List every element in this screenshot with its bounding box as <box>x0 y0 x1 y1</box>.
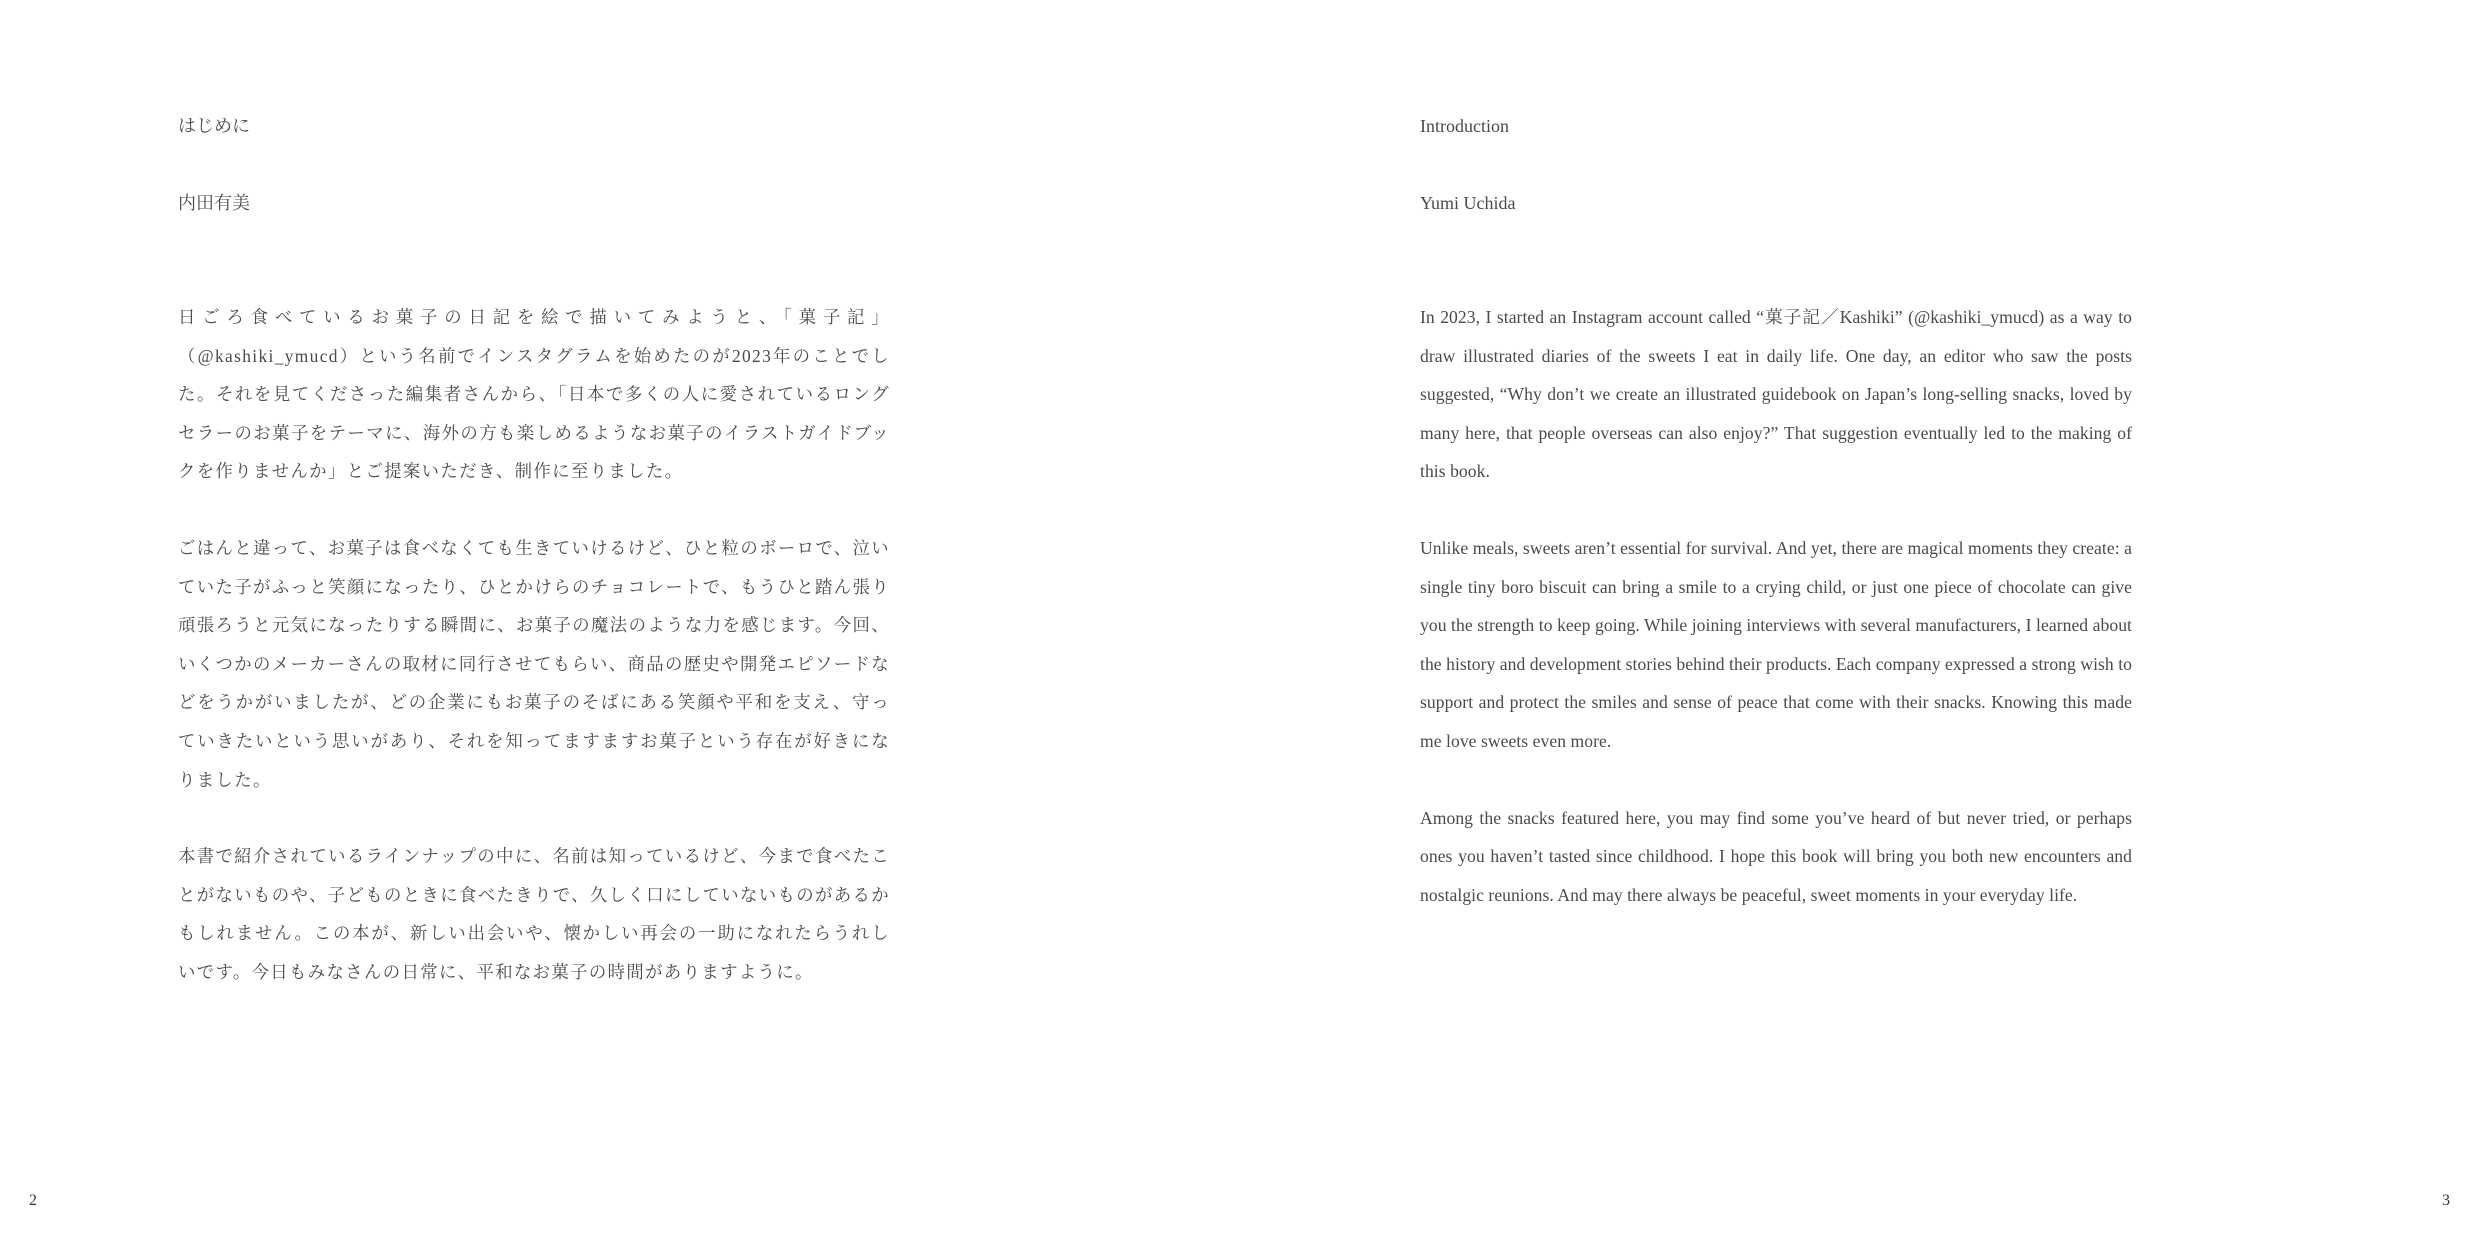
page-number: 2 <box>29 1192 37 1209</box>
paragraph-1: In 2023, I started an Instagram account called “菓子記／Kashiki” (@kashiki_ymucd) as a way to draw illustrated diaries of the sweets I eat in daily life. One day, an editor who saw the posts suggested, “Why don’t we create an illustrated guidebook on Japan’s long-selling snacks, loved by many here, that people overseas can also enjoy?” That suggestion eventually led to the making of this book. <box>1420 307 2132 482</box>
japanese-column <box>178 112 890 1030</box>
paragraph-2: Unlike meals, sweets aren’t essential for survival. And yet, there are magical moments they create: a single tiny boro biscuit can bring a smile to a crying child, or just one piece of chocolate can give you the strength to keep going. While joining interviews with several manufacturers, I learned about the history and development stories behind their products. Each company expressed a strong wish to support and protect the smiles and sense of peace that come with their snacks. Knowing this made me love sweets even more. <box>1420 537 2132 751</box>
paragraph-1: 日ごろ食べているお菓子の日記を絵で描いてみようと、「菓子記」（@kashiki_ymucd）という名前でインスタグラムを始めたのが2023年のことでした。それを見てくださった編集者さんから、「日本で多くの人に愛されているロングセラーのお菓子をテーマに、海外の方も楽しめるようなお菓子のイラストガイドブックを作りませんか」とご提案いただき、制作に至りました。 <box>178 307 890 482</box>
body-text <box>1420 298 2132 914</box>
paragraph-3: Among the snacks featured here, you may find some you’ve heard of but never tried, or perhaps ones you haven’t tasted since childhood. I hope this book will bring you both new encounters and nostalgic reunions. And may there always be peaceful, sweet moments in your everyday life. <box>1420 807 2132 905</box>
page-title: はじめに <box>178 116 250 136</box>
page-number: 3 <box>2442 1192 2450 1209</box>
author-name: Yumi Uchida <box>1420 193 1516 213</box>
page-title: Introduction <box>1420 116 1509 136</box>
paragraph-3: 本書で紹介されているラインナップの中に、名前は知っているけど、今まで食べたことがないものや、子どものときに食べたきりで、久しく口にしていないものがあるかもしれません。この本が、新しい出会いや、懐かしい再会の一助になれたらうれしいです。今日もみなさんの日常に、平和なお菓子の時間がありますように。 <box>178 846 890 982</box>
right-page <box>1240 0 2479 1240</box>
body-text <box>178 298 890 992</box>
english-column <box>1420 112 2132 952</box>
paragraph-2: ごはんと違って、お菓子は食べなくても生きていけるけど、ひと粒のボーロで、泣いていた子がふっと笑顔になったり、ひとかけらのチョコレートで、もうひと踏ん張り頑張ろうと元気になったりする瞬間に、お菓子の魔法のような力を感じます。今回、いくつかのメーカーさんの取材に同行させてもらい、商品の歴史や開発エピソードなどをうかがいましたが、どの企業にもお菓子のそばにある笑顔や平和を支え、守っていきたいという思いがあり、それを知ってますますお菓子という存在が好きになりました。 <box>178 537 890 790</box>
left-page <box>0 0 1239 1240</box>
author-name: 内田有美 <box>178 193 250 213</box>
